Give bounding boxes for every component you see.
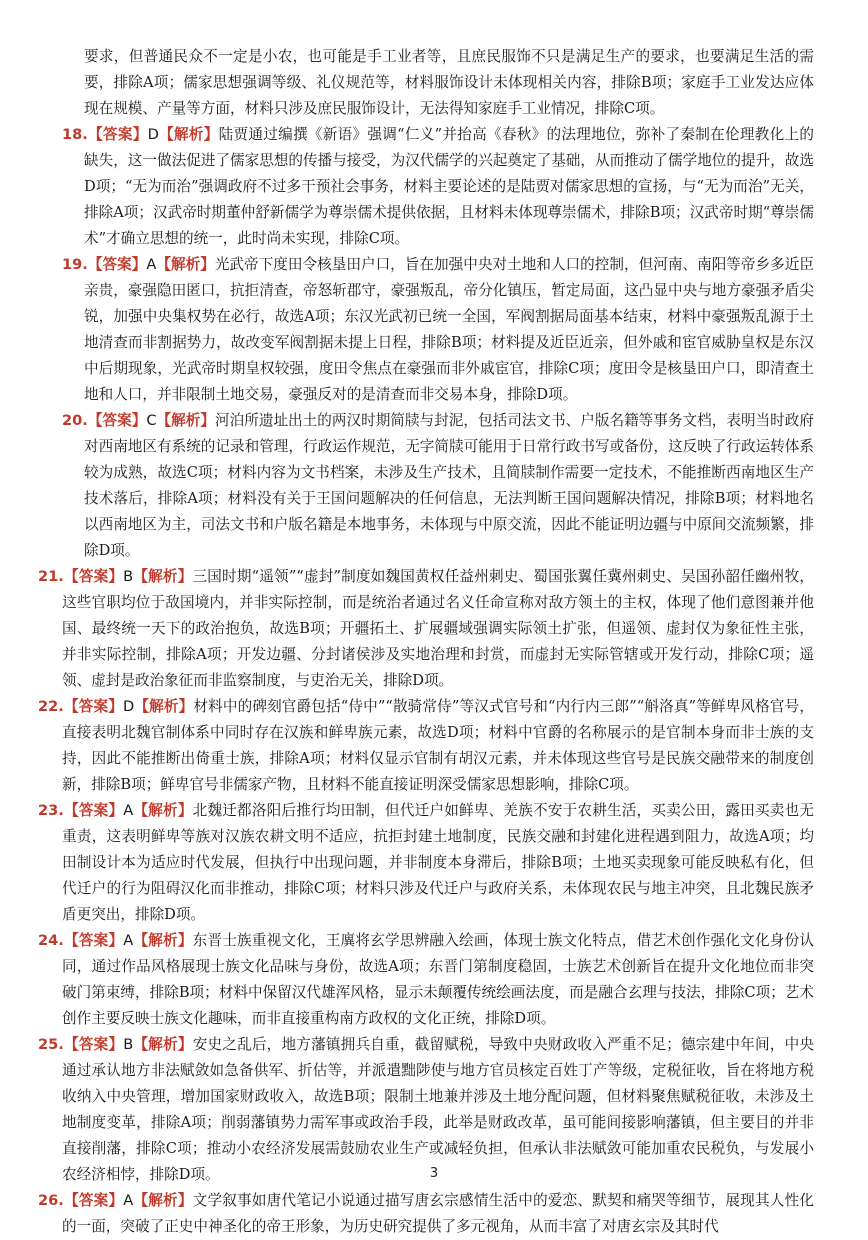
question-item — [38, 1188, 814, 1240]
analysis-text: 安史之乱后，地方藩镇拥兵自重，截留赋税，导致中央财政收入严重不足；德宗建中年间，中央通过承认地方非法赋敛如急备供军、折估等，并派遣黜陟使与地方官员核定百姓丁产等级，定税征收，旨在将地方税收纳入中央管理，增加国家财政收入，故选B项；限制土地兼并涉及土地分配问题，但材料聚焦赋税征收，未涉及土地制度变革，排除A项；削弱藩镇势力需军事或政治手段，此举是财政改革，虽可能间接影响藩镇，但主要目的并非直接削藩，排除C项；推动小农经济发展需鼓励农业生产或减轻负担，但承认非法赋敛可能加重农民税负，与发展小农经济相悖，排除D项。 — [62, 1036, 814, 1183]
answer-choice: B — [123, 568, 134, 585]
answer-choice: A — [123, 932, 134, 949]
question-number: 23. — [38, 802, 64, 819]
analysis-label: 【解析】 — [156, 256, 215, 273]
answer-choice: A — [146, 256, 157, 273]
analysis-text: 材料中的碑刻官爵包括“侍中”“散骑常侍”等汉式官号和“内行内三郎”“斛洛真”等鲜卑风格官号，直接表明北魏官制体系中同时存在汉族和鲜卑族元素，故选D项；材料中官爵的名称展示的是官制本身而非士族的支持，因此不能推断出倚重士族，排除A项；材料仅显示官制有胡汉元素，并未体现这些官号是民族交融带来的制度创新，排除B项；鲜卑官号非儒家产物，且材料不能直接证明深受儒家思想影响，排除C项。 — [62, 698, 814, 793]
answer-choice: D — [147, 126, 159, 143]
question-list — [38, 122, 814, 1240]
page-number: 3 — [429, 1166, 439, 1181]
question-item — [38, 564, 814, 694]
analysis-label: 【解析】 — [133, 1036, 193, 1053]
answer-choice: A — [123, 1192, 134, 1209]
question-item — [62, 122, 814, 252]
question-item — [62, 252, 814, 408]
answer-label: 【答案】 — [63, 698, 123, 715]
question-item — [38, 928, 814, 1032]
question-number: 19. — [62, 256, 88, 273]
analysis-text: 东晋士族重视文化，王廙将玄学思辨融入绘画，体现士族文化特点，借艺术创作强化文化身份认同，通过作品风格展现士族文化品味与身份，故选A项；东晋门第制度稳固，士族艺术创新旨在提升文化地位而非突破门第束缚，排除B项；材料中保留汉代雄浑风格，显示未颠覆传统绘画法度，而是融合玄理与技法，排除C项；艺术创作主要反映士族文化趣味，而非直接重构南方政权的文化正统，排除D项。 — [62, 932, 814, 1027]
question-number: 21. — [38, 568, 64, 585]
answer-label: 【答案】 — [63, 1036, 124, 1053]
question-number: 26. — [38, 1192, 64, 1209]
answer-label: 【答案】 — [87, 256, 147, 273]
analysis-label: 【解析】 — [133, 1192, 193, 1209]
analysis-text: 光武帝下度田令核垦田户口，旨在加强中央对土地和人口的控制，但河南、南阳等帝乡多近臣亲贵，豪强隐田匿口，抗拒清查，帝怒斩郡守，豪强叛乱，帝分化镇压，暂定局面，这凸显中央与地方豪强矛盾尖锐，加强中央集权势在必行，故选A项；东汉光武初已统一全国，军阀割据局面基本结束，材料中豪强叛乱源于土地清查而非割据势力，故改变军阀割据未提上日程，排除B项；材料提及近臣近亲，但外戚和宦官威胁皇权是东汉中后期现象，光武帝时期皇权较强，度田令焦点在豪强而非外戚宦官，排除C项；度田令是核垦田户口，即清查土地和人口，并非限制土地交易，豪强反对的是清查而非交易本身，排除D项。 — [84, 256, 814, 403]
question-item — [38, 798, 814, 928]
analysis-text: 陆贾通过编撰《新语》强调“仁义”并抬高《春秋》的法理地位，弥补了秦制在伦理教化上的缺失，这一做法促进了儒家思想的传播与接受，为汉代儒学的兴起奠定了基础，从而推动了儒学地位的提升，故选D项；“无为而治”强调政府不过多干预社会事务，材料主要论述的是陆贾对儒家思想的宣扬，与“无为而治”无关，排除A项；汉武帝时期董仲舒新儒学为尊崇儒术提供依据，且材料未体现尊崇儒术，排除B项；汉武帝时期“尊崇儒术”才确立思想的统一，此时尚未实现，排除C项。 — [84, 126, 814, 247]
answer-label: 【答案】 — [63, 568, 124, 585]
answer-label: 【答案】 — [63, 1192, 124, 1209]
question-number: 22. — [38, 698, 64, 715]
analysis-label: 【解析】 — [133, 568, 193, 585]
analysis-text: 文学叙事如唐代笔记小说通过描写唐玄宗感情生活中的爱恋、默契和痛哭等细节，展现其人性化的一面，突破了正史中神圣化的帝王形象，为历史研究提供了多元视角，从而丰富了对唐玄宗及其时代 — [62, 1192, 814, 1235]
answer-choice: D — [122, 698, 135, 715]
answer-label: 【答案】 — [87, 126, 148, 143]
analysis-label: 【解析】 — [158, 126, 219, 143]
analysis-label: 【解析】 — [133, 802, 193, 819]
answer-label: 【答案】 — [87, 412, 147, 429]
question-number: 25. — [38, 1036, 64, 1053]
question-item — [62, 408, 814, 564]
answer-choice: C — [146, 412, 157, 429]
question-number: 20. — [62, 412, 88, 429]
answer-label: 【答案】 — [63, 802, 124, 819]
analysis-text: 河泊所遗址出土的两汉时期简牍与封泥，包括司法文书、户版名籍等事务文档，表明当时政府对西南地区有系统的记录和管理，行政运作规范，无字简牍可能用于日常行政书写或备份，这反映了行政运转体系较为成熟，故选C项；材料内容为文书档案，未涉及生产技术，且简牍制作需要一定技术，不能推断西南地区生产技术落后，排除A项；材料没有关于王国问题解决的任何信息，无法判断王国问题解决情况，排除B项；材料地名以西南地区为主，司法文书和户版名籍是本地事务，未体现与中原交流，因此不能证明边疆与中原间交流频繁，排除D项。 — [84, 412, 814, 559]
question-item — [38, 1032, 814, 1188]
answer-label: 【答案】 — [63, 932, 124, 949]
analysis-text: 三国时期“遥领”“虚封”制度如魏国黄权任益州刺史、蜀国张翼任冀州刺史、吴国孙韶任幽州牧，这些官职均位于敌国境内，并非实际控制，而是统治者通过名义任命宣称对敌方领土的主权，体现了他们意图兼并他国、最终统一天下的政治抱负，故选B项；开疆拓土、扩展疆域强调实际领土扩张，但遥领、虚封仅为象征性主张，并非实际控制，排除A项；开发边疆、分封诸侯涉及实地治理和封赏，而虚封无实际管辖或开发行动，排除C项；遥领、虚封是政治象征而非监察制度，与吏治无关，排除D项。 — [62, 568, 814, 689]
continued-paragraph: 要求，但普通民众不一定是小农，也可能是手工业者等，且庶民服饰不只是满足生产的要求，也要满足生活的需要，排除A项；儒家思想强调等级、礼仪规范等，材料服饰设计未体现相关内容，排除B项；家庭手工业发达应体现在规模、产量等方面，材料只涉及庶民服饰设计，无法得知家庭手工业情况，排除C项。 — [84, 48, 814, 117]
analysis-label: 【解析】 — [133, 932, 193, 949]
analysis-label: 【解析】 — [156, 412, 215, 429]
question-number: 24. — [38, 932, 64, 949]
answer-choice: A — [123, 802, 134, 819]
question-number: 18. — [62, 126, 88, 143]
question-item — [38, 694, 814, 798]
analysis-label: 【解析】 — [134, 698, 194, 715]
analysis-text: 北魏迁都洛阳后推行均田制，但代迁户如鲜卑、羌族不安于农耕生活，买卖公田，露田买卖也无重责，这表明鲜卑等族对汉族农耕文明不适应，抗拒封建土地制度，民族交融和封建化进程遇到阻力，故选A项；均田制设计本为适应时代发展，但执行中出现问题，并非制度本身滞后，排除B项；土地买卖现象可能反映私有化，但代迁户的行为阻碍汉化而非推动，排除C项；材料只涉及代迁户与政府关系，未体现农民与地主冲突，且北魏民族矛盾更突出，排除D项。 — [62, 802, 814, 923]
answer-choice: B — [123, 1036, 134, 1053]
answer-analysis-body — [38, 44, 814, 1240]
